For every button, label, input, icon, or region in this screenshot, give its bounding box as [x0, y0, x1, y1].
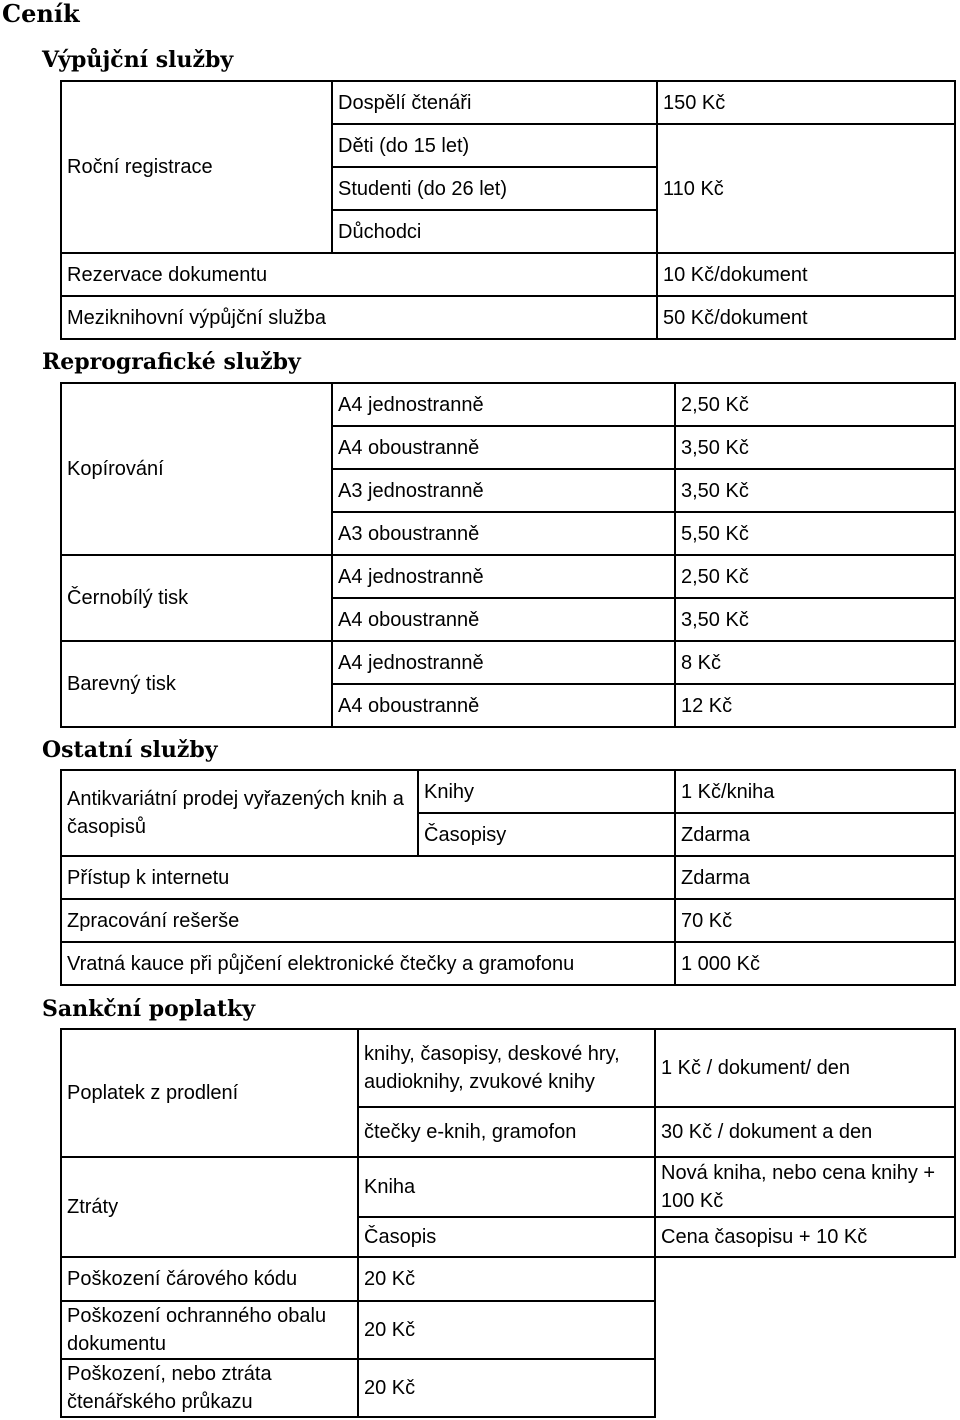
repro-item: A3 jednostranně: [332, 469, 675, 512]
empty-cell: [655, 1301, 955, 1359]
casopis-label: Časopis: [358, 1217, 655, 1257]
antikvariat-label: Antikvariátní prodej vyřazených knih a časopisů: [61, 770, 418, 856]
dospeli-label: Dospělí čtenáři: [332, 81, 657, 124]
kopirovani-label: Kopírování: [61, 383, 332, 555]
barevny-tisk-label: Barevný tisk: [61, 641, 332, 727]
obal-price: 20 Kč: [358, 1301, 655, 1359]
kauce-price: 1 000 Kč: [675, 942, 955, 985]
ostatni-table: [60, 769, 956, 986]
duchodci-label: Důchodci: [332, 210, 657, 253]
vypujcni-table: [60, 80, 956, 340]
sankcni-table: [60, 1028, 956, 1418]
repro-price: 2,50 Kč: [675, 555, 955, 598]
repro-price: 3,50 Kč: [675, 426, 955, 469]
prukaz-price: 20 Kč: [358, 1359, 655, 1417]
kod-price: 20 Kč: [358, 1257, 655, 1301]
studenti-label: Studenti (do 26 let): [332, 167, 657, 210]
repro-item: A4 oboustranně: [332, 598, 675, 641]
knihy-price: 1 Kč/kniha: [675, 770, 955, 813]
section-heading-reprograficke: Reprografické služby: [42, 349, 301, 375]
dospeli-price: 150 Kč: [657, 81, 955, 124]
snizena-price: 110 Kč: [657, 124, 955, 253]
ztraty-label: Ztráty: [61, 1157, 358, 1257]
empty-cell: [655, 1257, 955, 1301]
section-heading-vypujcni: Výpůjční služby: [42, 47, 234, 73]
prodleni-price: 1 Kč / dokument/ den: [655, 1029, 955, 1107]
cernobily-tisk-label: Černobílý tisk: [61, 555, 332, 641]
repro-price: 8 Kč: [675, 641, 955, 684]
registrace-label: Roční registrace: [61, 81, 332, 253]
kauce-label: Vratná kauce při půjčení elektronické čtečky a gramofonu: [61, 942, 675, 985]
prukaz-label: Poškození, nebo ztráta čtenářského průkazu: [61, 1359, 358, 1417]
casopis-price: Cena časopisu + 10 Kč: [655, 1217, 955, 1257]
mvs-price: 50 Kč/dokument: [657, 296, 955, 339]
internet-price: Zdarma: [675, 856, 955, 899]
deti-label: Děti (do 15 let): [332, 124, 657, 167]
repro-price: 5,50 Kč: [675, 512, 955, 555]
prodleni-price: 30 Kč / dokument a den: [655, 1107, 955, 1157]
repro-item: A4 jednostranně: [332, 383, 675, 426]
casopisy-label: Časopisy: [418, 813, 675, 856]
prodleni-item: čtečky e-knih, gramofon: [358, 1107, 655, 1157]
repro-price: 12 Kč: [675, 684, 955, 727]
empty-cell: [655, 1359, 955, 1417]
repro-item: A3 oboustranně: [332, 512, 675, 555]
casopisy-price: Zdarma: [675, 813, 955, 856]
mvs-label: Meziknihovní výpůjční služba: [61, 296, 657, 339]
reprograficke-table: [60, 382, 956, 728]
reserse-price: 70 Kč: [675, 899, 955, 942]
knihy-label: Knihy: [418, 770, 675, 813]
prodleni-label: Poplatek z prodlení: [61, 1029, 358, 1157]
reserse-label: Zpracování rešerše: [61, 899, 675, 942]
repro-item: A4 jednostranně: [332, 641, 675, 684]
kod-label: Poškození čárového kódu: [61, 1257, 358, 1301]
repro-price: 3,50 Kč: [675, 469, 955, 512]
repro-price: 2,50 Kč: [675, 383, 955, 426]
section-heading-ostatni: Ostatní služby: [42, 737, 218, 763]
page-title: Ceník: [2, 0, 80, 28]
obal-label: Poškození ochranného obalu dokumentu: [61, 1301, 358, 1359]
kniha-price: Nová kniha, nebo cena knihy + 100 Kč: [655, 1157, 955, 1217]
repro-price: 3,50 Kč: [675, 598, 955, 641]
rezervace-label: Rezervace dokumentu: [61, 253, 657, 296]
rezervace-price: 10 Kč/dokument: [657, 253, 955, 296]
repro-item: A4 jednostranně: [332, 555, 675, 598]
repro-item: A4 oboustranně: [332, 684, 675, 727]
kniha-label: Kniha: [358, 1157, 655, 1217]
repro-item: A4 oboustranně: [332, 426, 675, 469]
prodleni-item: knihy, časopisy, deskové hry, audioknihy, zvukové knihy: [358, 1029, 655, 1107]
section-heading-sankcni: Sankční poplatky: [42, 996, 256, 1022]
internet-label: Přístup k internetu: [61, 856, 675, 899]
